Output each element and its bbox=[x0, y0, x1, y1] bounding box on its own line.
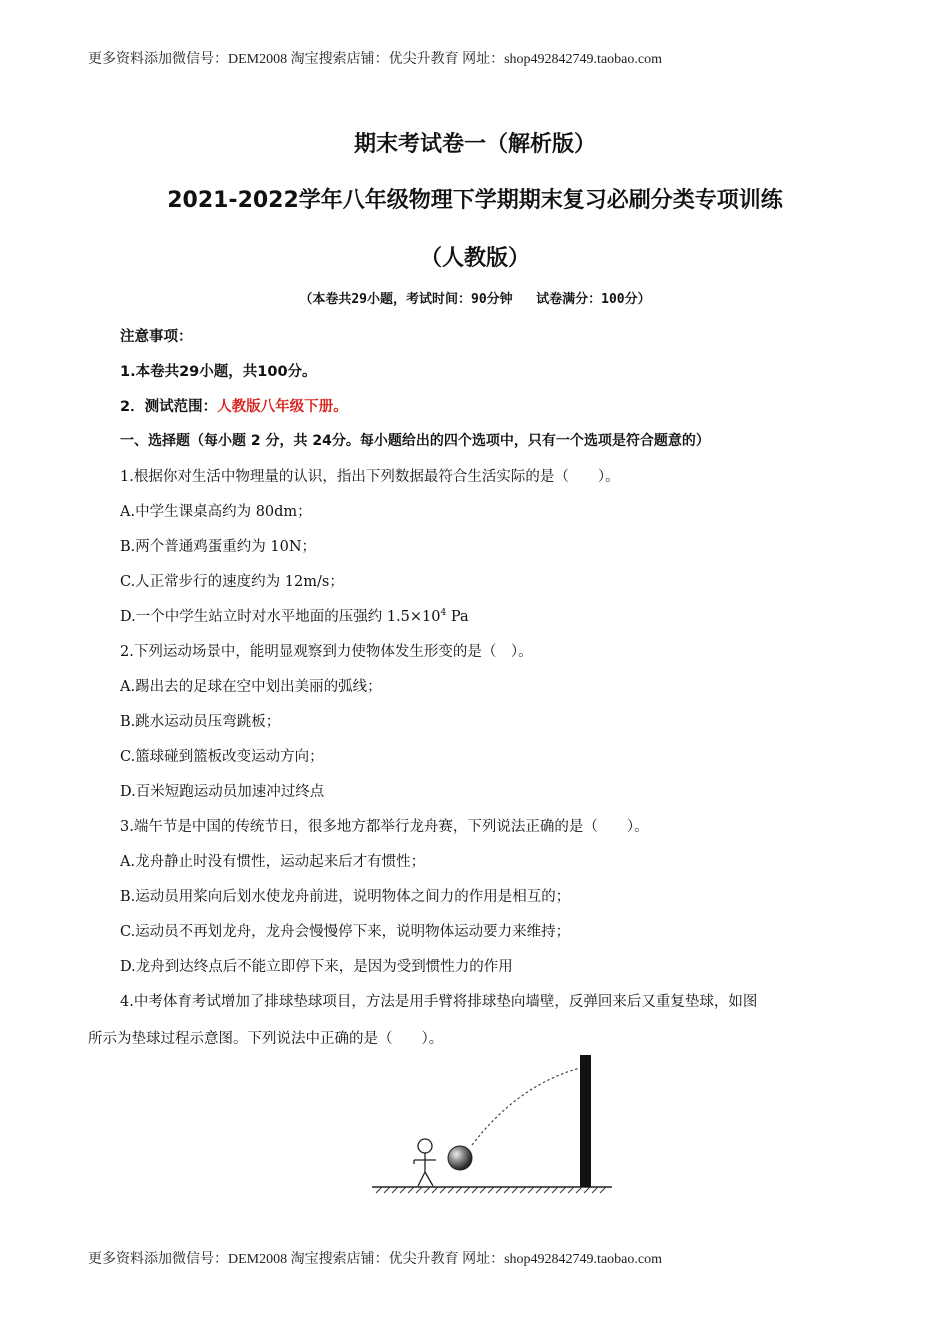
q2-option-d: D.百米短跑运动员加速冲过终点 bbox=[120, 784, 325, 800]
q4-stem-line-1: 4.中考体育考试增加了排球垫球项目，方法是用手臂将排球垫向墙壁，反弹回来后又重复垫球，如图 bbox=[120, 994, 758, 1010]
notes-heading: 注意事项： bbox=[120, 329, 193, 345]
exam-subtitle: 2021-2022学年八年级物理下学期期末复习必刷分类专项训练 bbox=[167, 188, 783, 213]
q1-option-c: C.人正常步行的速度约为 12m/s； bbox=[120, 574, 344, 590]
q1-option-d-exponent: 4 bbox=[440, 608, 447, 619]
stick-figure-player bbox=[414, 1139, 436, 1186]
q1-option-b: B.两个普通鸡蛋重约为 10N； bbox=[120, 539, 317, 555]
q1-stem: 1.根据你对生活中物理量的认识，指出下列数据最符合生活实际的是（ ）。 bbox=[120, 469, 620, 485]
notes-item-1: 1.本卷共29小题，共100分。 bbox=[120, 364, 317, 380]
exam-edition: （人教版） bbox=[419, 246, 530, 271]
q3-stem: 3.端午节是中国的传统节日，很多地方都举行龙舟赛，下列说法正确的是（ ）。 bbox=[120, 819, 649, 835]
page-header: 更多资料添加微信号：DEM2008 淘宝搜索店铺：优尖升教育 网址：shop492842749.taobao.com bbox=[88, 52, 662, 67]
exam-title: 期末考试卷一（解析版） bbox=[353, 132, 596, 157]
q2-option-c: C.篮球碰到篮板改变运动方向； bbox=[120, 749, 324, 765]
volleyball bbox=[448, 1146, 472, 1170]
ground bbox=[372, 1187, 612, 1193]
volleyball-diagram bbox=[368, 1050, 618, 1200]
q2-stem: 2.下列运动场景中，能明显观察到力使物体发生形变的是（ ）。 bbox=[120, 644, 533, 660]
q1-option-d-unit: Pa bbox=[446, 609, 469, 625]
q1-option-a: A.中学生课桌高约为 80dm； bbox=[120, 504, 312, 520]
exam-meta: （本卷共29小题，考试时间：90分钟 试卷满分：100分） bbox=[299, 292, 651, 307]
q3-option-b: B.运动员用桨向后划水使龙舟前进，说明物体之间力的作用是相互的； bbox=[120, 889, 571, 905]
q1-option-d bbox=[120, 605, 469, 626]
q3-option-a: A.龙舟静止时没有惯性，运动起来后才有惯性； bbox=[120, 854, 426, 870]
ball-trajectory bbox=[472, 1068, 580, 1145]
q2-option-b: B.跳水运动员压弯跳板； bbox=[120, 714, 281, 730]
page-footer: 更多资料添加微信号：DEM2008 淘宝搜索店铺：优尖升教育 网址：shop492842749.taobao.com bbox=[88, 1252, 662, 1267]
section-heading: 一、选择题（每小题 2 分，共 24分。每小题给出的四个选项中，只有一个选项是符合题意的） bbox=[120, 433, 710, 449]
notes-item-2 bbox=[120, 395, 348, 416]
q3-option-c: C.运动员不再划龙舟，龙舟会慢慢停下来，说明物体运动要力来维持； bbox=[120, 924, 571, 940]
q4-stem-line-2: 所示为垫球过程示意图。下列说法中正确的是（ ）。 bbox=[88, 1031, 444, 1047]
wall bbox=[580, 1055, 591, 1187]
q1-option-d-text: D.一个中学生站立时对水平地面的压强约 1.5×10 bbox=[120, 609, 441, 625]
notes-item-2-label: 2．测试范围： bbox=[120, 399, 218, 415]
q2-option-a: A.踢出去的足球在空中划出美丽的弧线； bbox=[120, 679, 382, 695]
notes-item-2-range: 人教版八年级下册。 bbox=[217, 399, 348, 415]
q3-option-d: D.龙舟到达终点后不能立即停下来，是因为受到惯性力的作用 bbox=[120, 959, 513, 975]
